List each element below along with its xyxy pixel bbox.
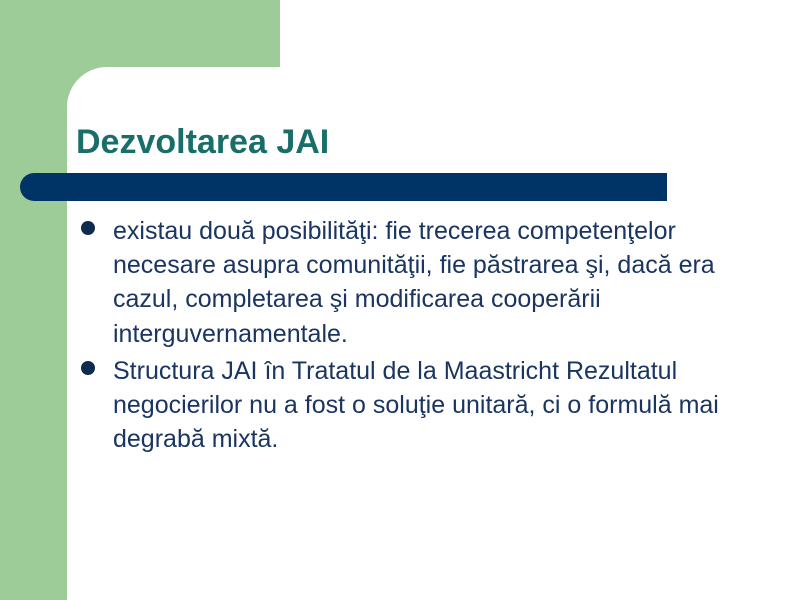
decorative-top-band: [0, 0, 280, 67]
bullet-list: [76, 214, 736, 459]
bullet-item: [76, 214, 736, 351]
bullet-dot-icon: [81, 221, 95, 235]
title-underline-bar: [20, 173, 667, 201]
bullet-dot-icon: [81, 361, 95, 375]
bullet-text: Structura JAI în Tratatul de la Maastricht Rezultatul negocierilor nu a fost o soluţie unitară, ci o formulă mai degrabă mixtă.: [113, 356, 719, 454]
bullet-item: [76, 354, 736, 457]
bullet-text: existau două posibilităţi: fie trecerea competenţelor necesare asupra comunităţii, fie păstrarea şi, dacă era cazul, completarea şi modificarea cooperării interguvernamentale.: [113, 217, 715, 348]
slide-title: Dezvoltarea JAI: [76, 123, 330, 161]
decorative-left-band: [0, 0, 67, 600]
